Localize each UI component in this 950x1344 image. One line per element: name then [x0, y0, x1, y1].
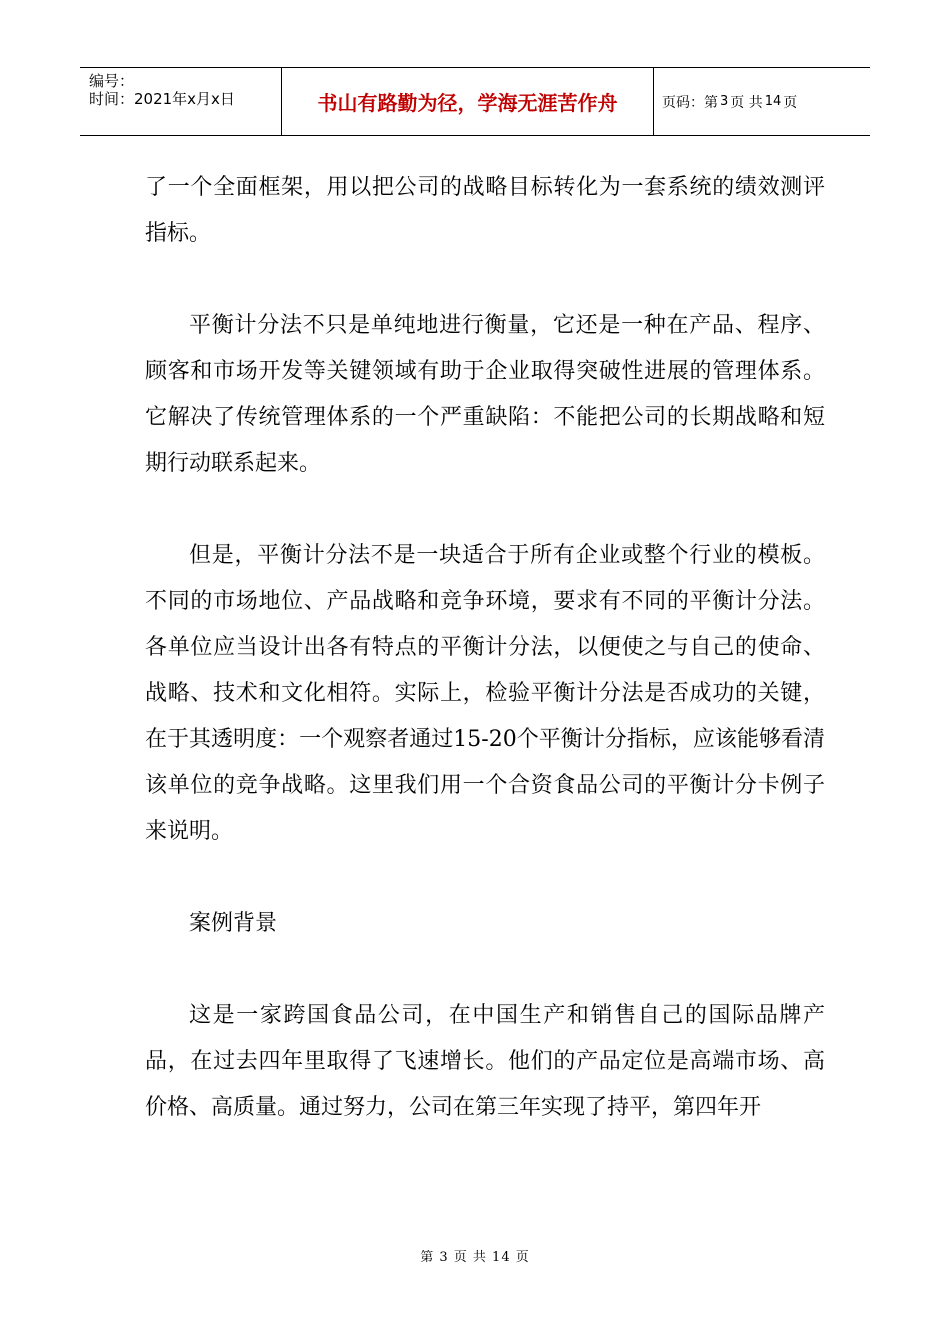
section-heading-case-background: 案例背景 — [189, 911, 278, 936]
header-motto: 书山有路勤为径，学海无涯苦作舟 — [317, 91, 618, 115]
paragraph-continuation: 了一个全面框架，用以把公司的战略目标转化为一套系统的绩效测评指标。 — [145, 175, 825, 246]
header-motto-cell — [282, 68, 654, 135]
document-time-label: 时间：2021年x月x日 — [89, 90, 235, 108]
page-footer: 第 3 页 共 14 页 — [420, 1250, 530, 1265]
page-current-number: 3 — [720, 94, 729, 109]
document-header — [80, 67, 870, 136]
paragraph-case-intro: 这是一家跨国食品公司，在中国生产和销售自己的国际品牌产品，在过去四年里取得了飞速增长。他们的产品定位是高端市场、高价格、高质量。通过努力，公司在第三年实现了持平，第四年开 — [145, 1003, 825, 1120]
paragraph-scorecard-template: 但是，平衡计分法不是一块适合于所有企业或整个行业的模板。不同的市场地位、产品战略和竞争环境，要求有不同的平衡计分法。各单位应当设计出各有特点的平衡计分法，以便使之与自己的使命、战略、技术和文化相符。实际上，检验平衡计分法是否成功的关键，在于其透明度：一个观察者通过15-20个平衡计分指标，应该能够看清该单位的竞争战略。这里我们用一个合资食品公司的平衡计分卡例子来说明。 — [145, 543, 825, 844]
page-total-number: 14 — [764, 94, 782, 109]
paragraph-balanced-scorecard-system: 平衡计分法不只是单纯地进行衡量，它还是一种在产品、程序、顾客和市场开发等关键领域有助于企业取得突破性进展的管理体系。它解决了传统管理体系的一个严重缺陷：不能把公司的长期战略和短期行动联系起来。 — [145, 313, 825, 476]
page-label-suffix: 页 — [783, 94, 798, 111]
document-number-label: 编号： — [89, 72, 135, 90]
document-body — [145, 165, 825, 1131]
header-meta-cell — [80, 68, 282, 135]
page-label-prefix: 页码：第 — [662, 94, 718, 111]
page-label-middle: 页 共 — [730, 94, 763, 111]
header-page-cell — [654, 68, 870, 135]
